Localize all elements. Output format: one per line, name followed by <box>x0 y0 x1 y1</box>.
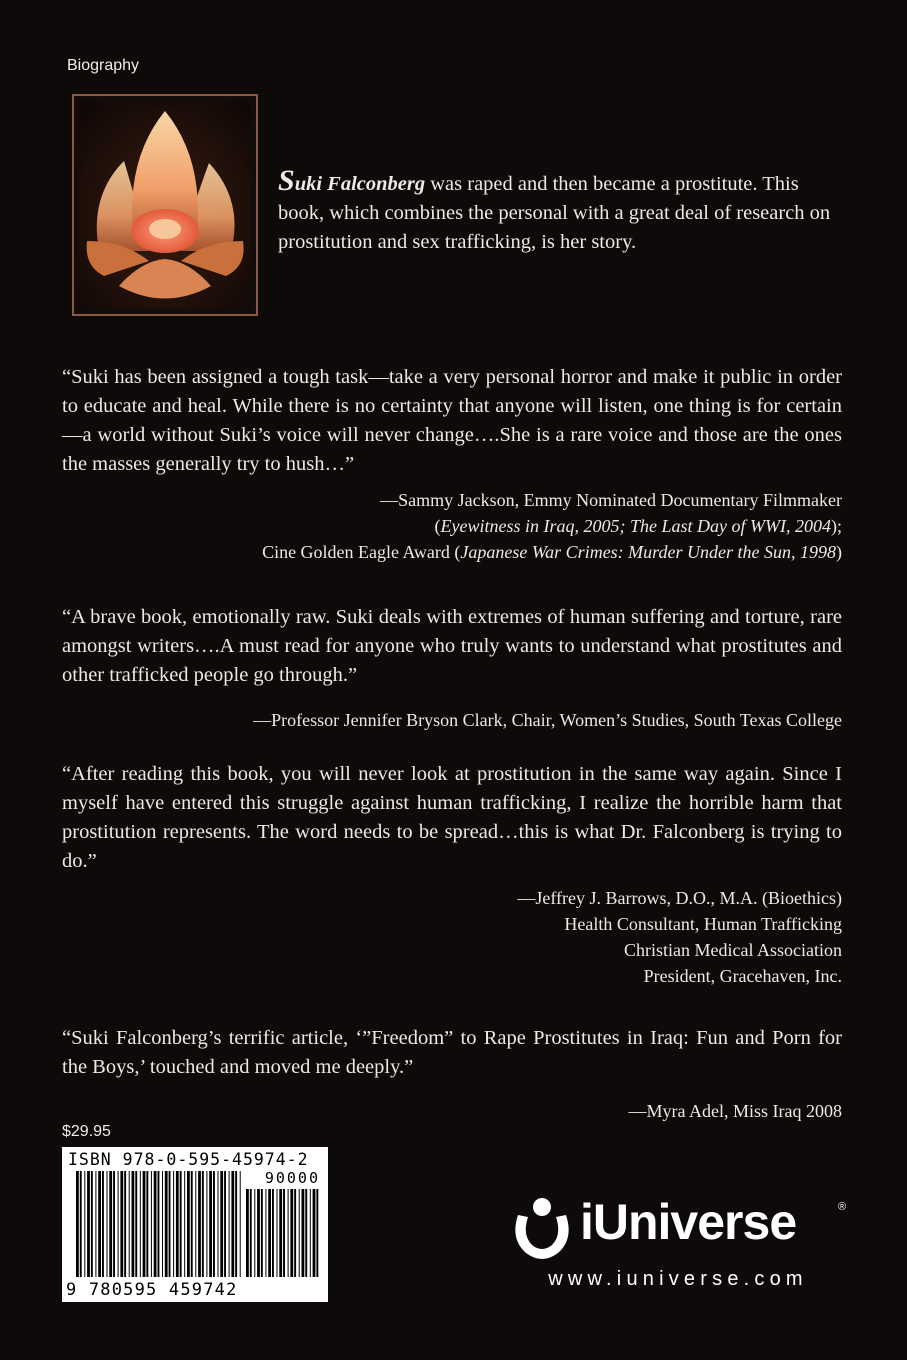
flower-image <box>79 101 251 309</box>
attribution-line: Christian Medical Association <box>624 940 842 960</box>
publisher-name: iUniverse <box>580 1194 797 1250</box>
registered-mark: ® <box>838 1201 847 1213</box>
barcode-bar <box>294 1189 296 1277</box>
barcode-bar <box>107 1171 108 1277</box>
attribution-line: President, Gracehaven, Inc. <box>643 966 842 986</box>
barcode-bar <box>218 1171 219 1277</box>
barcode-bar <box>120 1171 123 1277</box>
barcode-bar <box>299 1189 300 1277</box>
barcode-bar <box>118 1171 119 1277</box>
barcode-bar <box>240 1171 241 1277</box>
barcode-bar <box>220 1171 223 1277</box>
barcode-bars <box>76 1171 242 1277</box>
barcode-bar <box>313 1189 316 1277</box>
barcode-bar <box>209 1171 212 1277</box>
iuniverse-logo-icon <box>508 1195 576 1261</box>
barcode-bar <box>202 1171 204 1277</box>
barcode-bar <box>80 1171 82 1277</box>
price-label: $29.95 <box>62 1123 111 1140</box>
blurb-attribution-2 <box>62 707 842 733</box>
barcode-bar <box>151 1171 152 1277</box>
attribution-line: —Professor Jennifer Bryson Clark, Chair, Women’s Studies, South Texas College <box>253 710 842 730</box>
barcode-bar <box>158 1171 160 1277</box>
attribution-line: Cine Golden Eagle Award (Japanese War Crimes: Murder Under the Sun, 1998) <box>262 542 842 562</box>
barcode-bar <box>146 1171 148 1277</box>
isbn-number: ISBN 978-0-595-45974-2 <box>68 1150 309 1169</box>
barcode-bar <box>124 1171 126 1277</box>
barcode-bar <box>84 1171 85 1277</box>
barcode-bar <box>173 1171 174 1277</box>
barcode-bar <box>180 1171 182 1277</box>
barcode-bar <box>95 1171 96 1277</box>
barcode-bar <box>316 1189 318 1277</box>
publisher-url[interactable]: www.iuniverse.com <box>548 1268 808 1290</box>
barcode-bar <box>191 1171 193 1277</box>
barcode-bar <box>184 1171 185 1277</box>
blurb-quote-2: “A brave book, emotionally raw. Suki deals with extremes of human suffering and torture, rare amongst writers….A must read for anyone who truly wants to understand what prostitutes and other trafficked people go through.” <box>62 606 842 686</box>
barcode-bar <box>176 1171 179 1277</box>
author-name: Suki Falconberg <box>278 164 426 197</box>
barcode-bar <box>187 1171 190 1277</box>
barcode-bar <box>76 1171 79 1277</box>
barcode-bar <box>206 1171 207 1277</box>
barcode-bar <box>265 1189 266 1277</box>
flower-photo <box>72 94 258 316</box>
barcode-bar <box>229 1171 230 1277</box>
barcode-bar <box>302 1189 305 1277</box>
barcode-bar <box>261 1189 263 1277</box>
ean-digits: 9 780595 459742 <box>66 1280 238 1300</box>
barcode-bar <box>257 1189 260 1277</box>
barcode-bar <box>235 1171 237 1277</box>
barcode-bar <box>109 1171 112 1277</box>
attribution-line: —Jeffrey J. Barrows, D.O., M.A. (Bioethics) <box>517 888 842 908</box>
intro-text: was raped and then became a prostitute. This book, which combines the personal with a great deal of research on prostitution and sex trafficking, is her story. <box>278 173 831 253</box>
category-label: Biography <box>67 57 140 74</box>
barcode-bar <box>143 1171 146 1277</box>
barcode-bar <box>195 1171 196 1277</box>
barcode-bar <box>279 1189 282 1277</box>
price-code: 90000 <box>264 1169 320 1187</box>
blurb-quote-3: “After reading this book, you will never look at prostitution in the same way again. Since I myself have entered this struggle against human trafficking, I realize the horrible harm that prostitution represents. The word needs to be spread…this is what Dr. Falconberg is trying to do.” <box>62 763 842 872</box>
blurb-quote-4: “Suki Falconberg’s terrific article, ‘”Freedom” to Rape Prostitutes in Iraq: Fun and Porn for the Boys,’ touched and moved me deeply.” <box>62 1027 842 1078</box>
intro-paragraph <box>278 166 844 257</box>
barcode-bar <box>224 1171 226 1277</box>
barcode-bar <box>288 1189 289 1277</box>
barcode-bar <box>129 1171 130 1277</box>
barcode-bar <box>198 1171 201 1277</box>
blurb-attribution-4 <box>62 1098 842 1124</box>
barcode-bar <box>272 1189 274 1277</box>
barcode-bar <box>132 1171 135 1277</box>
blurb-quote-1: “Suki has been assigned a tough task—take a very personal horror and make it public in order to educate and heal. While there is no certainty that anyone will listen, one thing is for certain—a world without Suki’s voice will never change….She is a rare voice and those are the ones the masses generally try to hush…” <box>62 366 842 475</box>
barcode-bar <box>162 1171 163 1277</box>
barcode-bar <box>169 1171 171 1277</box>
barcode-bar <box>102 1171 104 1277</box>
barcode-bar <box>250 1189 252 1277</box>
blurb-attribution-1 <box>62 487 842 565</box>
barcode-bar <box>113 1171 115 1277</box>
barcode-bar <box>231 1171 234 1277</box>
blurb-attribution-3 <box>62 885 842 989</box>
barcode-bar <box>140 1171 141 1277</box>
barcode-bar <box>277 1189 278 1277</box>
attribution-line: —Sammy Jackson, Emmy Nominated Documentary Filmmaker <box>380 490 842 510</box>
attribution-line: Health Consultant, Human Trafficking <box>564 914 842 934</box>
barcode-bar <box>154 1171 157 1277</box>
barcode-bar <box>213 1171 215 1277</box>
barcode-bar <box>135 1171 137 1277</box>
addon-barcode-bars <box>246 1189 320 1277</box>
barcode-bar <box>87 1171 90 1277</box>
barcode-bar <box>91 1171 93 1277</box>
barcode-bar <box>254 1189 255 1277</box>
barcode-bar <box>165 1171 168 1277</box>
barcode-bar <box>305 1189 307 1277</box>
barcode-bar <box>310 1189 311 1277</box>
barcode-bar <box>290 1189 293 1277</box>
attribution-line: (Eyewitness in Iraq, 2005; The Last Day of WWI, 2004); <box>434 516 842 536</box>
publisher-logo <box>508 1195 848 1265</box>
barcode-bar <box>268 1189 271 1277</box>
barcode-bar <box>98 1171 101 1277</box>
isbn-barcode <box>62 1147 328 1302</box>
barcode-bar <box>283 1189 285 1277</box>
attribution-line: —Myra Adel, Miss Iraq 2008 <box>628 1101 842 1121</box>
barcode-bar <box>246 1189 249 1277</box>
